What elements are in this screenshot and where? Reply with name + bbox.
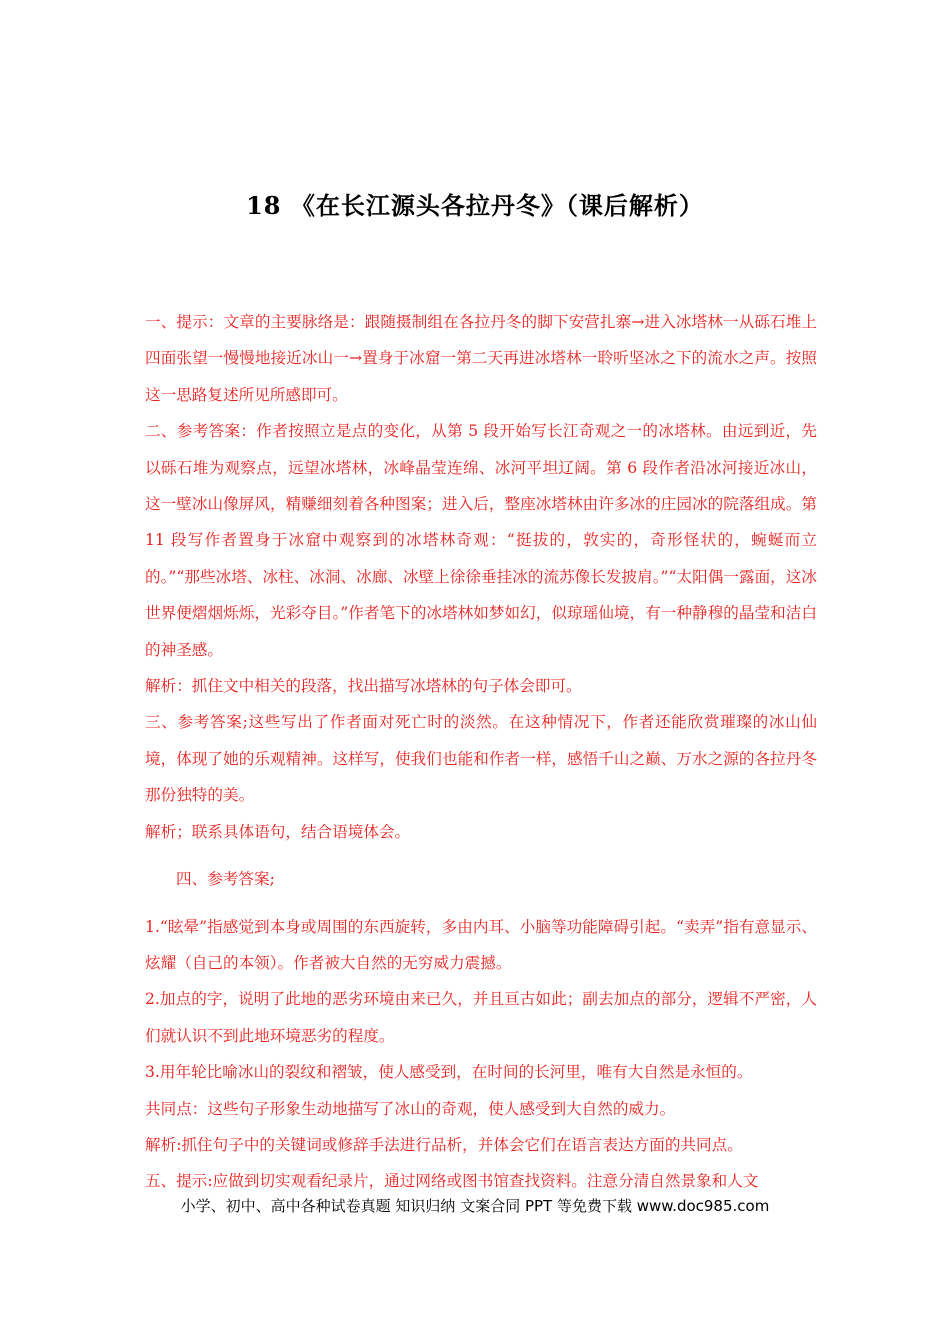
document-body [145, 304, 817, 1200]
paragraph-hint-1: 一、提示：文章的主要脉络是：跟随摄制组在各拉丹冬的脚下安营扎寨→进入冰塔林一从砾石堆上四面张望一慢慢地接近冰山一→置身于冰窟一第二天再进冰塔林一聆听坚冰之下的流水之声。按照这一思路复述所见所感即可。 [145, 313, 817, 404]
paragraph-analysis-2: 解析：抓住文中相关的段落，找出描写冰塔林的句子体会即可。 [145, 677, 582, 696]
document-title: 18 《在长江源头各拉丹冬》（课后解析） [246, 191, 704, 220]
paragraph-common-point: 共同点：这些句子形象生动地描写了冰山的奇观，使人感受到大自然的威力。 [145, 1099, 676, 1118]
paragraph-answer-4-item-1: 1.“眩晕”指感觉到本身或周围的东西旋转，多由内耳、小脑等功能障碍引起。“卖弄”指有意显示、炫耀（自己的本领）。作者被大自然的无穷威力震撼。 [145, 917, 817, 972]
paragraph-analysis-4: 解析:抓住句子中的关键词或修辞手法进行品析，并体会它们在语言表达方面的共同点。 [145, 1135, 743, 1154]
paragraph-analysis-3: 解析；联系具体语句，结合语境体会。 [145, 822, 411, 841]
paragraph-answer-3: 三、参考答案;这些写出了作者面对死亡时的淡然。在这种情况下，作者还能欣赏璀璨的冰山仙境，体现了她的乐观精神。这样写，使我们也能和作者一样，感悟千山之巅、万水之源的各拉丹冬那份独特的美。 [145, 713, 817, 805]
paragraph-answer-4-item-3: 3.用年轮比喻冰山的裂纹和褶皱，使人感受到，在时间的长河里，唯有大自然是永恒的。 [145, 1063, 753, 1082]
paragraph-answer-4-item-2: 2.加点的字，说明了此地的恶劣环境由来已久，并且亘古如此；副去加点的部分，逻辑不严密，人们就认识不到此地环境恶劣的程度。 [145, 990, 817, 1045]
paragraph-hint-5: 五、提示:应做到切实观看纪录片，通过网络或图书馆查找资料。注意分清自然景象和人文 [145, 1172, 759, 1191]
page-footer: 小学、初中、高中各种试卷真题 知识归纳 文案合同 PPT 等免费下载 www.doc985.com [180, 1197, 770, 1215]
paragraph-answer-2: 二、参考答案：作者按照立是点的变化，从第 5 段开始写长江奇观之一的冰塔林。由远到近，先以砾石堆为观察点，远望冰塔林，冰峰晶莹连绵、冰河平坦辽阔。第 6 段作者沿冰河接近冰山，这一壁冰山像屏风，精赚细刻着各种图案；进入后，整座冰塔林由许多冰的庄园冰的院落组成。第 11 段写作者置身于冰窟中观察到的冰塔林奇观：“挺拔的，敦实的，奇形怪状的，蜿蜒而立的。”“那些冰塔、冰柱、冰洞、冰廊、冰壁上徐徐垂挂冰的流苏像长发披肩。”“太阳偶一露面，这冰世界便熠烟烁烁，光彩夺目。”作者笔下的冰塔林如梦如幻，似琼瑶仙境，有一种静穆的晶莹和洁白的神圣感。 [145, 422, 817, 659]
paragraph-answer-4-heading: 四、参考答案; [176, 870, 275, 889]
